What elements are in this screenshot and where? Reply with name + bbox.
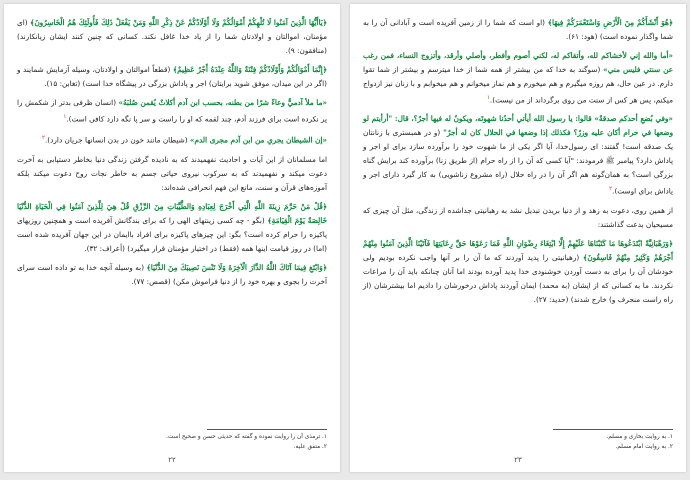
translation: (شیطان مانند خون در بدن انسانها جریان دارد). — [44, 135, 190, 145]
footnotes — [363, 432, 673, 452]
paragraph — [363, 49, 673, 107]
paragraph — [17, 153, 327, 195]
paragraph — [363, 16, 673, 44]
hadith-text: «أما والله إني لأخشاكم لله، وأتقاكم له، لكني أصوم وأفطر، وأصلي وأرقد، وأتزوج النساء، فمن رغب عن سنتي فليس مني» — [363, 51, 674, 74]
translation: (سوگند به خدا که من بیشتر از همه شما از خدا میترسم و بیشتر از شما تقوا دارم. در عین حال، هم روزه میگیرم و هم میخورم و هم نماز میخوانم و هم میخوابم و با زنان نیز ازدواج میکنم، پس هر کس از سنت من روی برگرداند از من نیست). — [363, 65, 673, 105]
translation: (انسان ظرفی بدتر از شکمش را پر نکرده است برای فرزند آدم، چند لقمه که او را راست و سر پا نگه دارد کافی است). — [17, 98, 327, 124]
paragraph — [17, 261, 327, 289]
quran-verse: ﴿وَابْتَغِ فِيمَا آتَاكَ اللَّهُ الدَّارَ الْآخِرَةَ وَلَا تَنْسَ نَصِيبَكَ مِنَ الدُّنْيَا﴾ — [146, 262, 327, 272]
left-page-text — [17, 16, 327, 294]
paragraph — [363, 204, 673, 232]
body-text: اما مسلمانان از این آیات و احادیث نفهمیدند که به نادیده گرفتن زندگی دنیا بخاطر دستیابی به آخرت دعوت میکند و نفهمیدند که به سرکوب نیروی حیاتی جسم به خاطر نجات روح دعوت میکند بلکه آموزه‌های قرآن و سنت، مانع این فهم انحرافی شده‌اند: — [17, 154, 327, 192]
hadith-text: «ما ملأ آدميٌّ وعاءً شرًا من بطنه، بحسب ابن آدم أكلاتٌ يُقمن صُلبَهُ» — [118, 98, 327, 107]
footnote-ref[interactable]: ۲ — [42, 135, 45, 142]
translation: (رهبانیتی را پدید آوردند که ما آن را بر آنها واجب نکرده بودیم ولی خودشان آن را برای به دست آوردن خوشنودی خدا پدید آورده بودند اما آنان چنانکه باید آن را مراعات نکردند. ما به کسانی که از ایشان (به محمد) ایمان آوردند پاداش درخورشان را دادیم اما بیشترشان (از راه راست منحرف و) خارج شدند) (حدید: ۲۷). — [363, 252, 673, 304]
footnote-divider — [553, 429, 673, 430]
paragraph — [17, 131, 327, 147]
translation: (ای مؤمنان، اموالتان و اولادتان شما را از یاد خدا غافل نکند. کسانی که چنین کنند ایشان زیانکارند) (منافقون: ۹). — [17, 18, 327, 55]
translation: (به وسیله آنچه خدا به تو داده است سرای آخرت را بجوی و بهره خود را از دنیا فراموش مکن) (قصص: ۷۷). — [17, 262, 327, 286]
quran-verse: ﴿قُلْ مَنْ حَرَّمَ زِينَةَ اللَّهِ الَّتِي أَخْرَجَ لِعِبَادِهِ وَالطَّيِّبَاتِ مِنَ الرِّزْقِ قُلْ هِيَ لِلَّذِينَ آمَنُوا فِي الْحَيَاةِ الدُّنْيَا خَالِصَةً يَوْمَ الْقِيَامَةِ﴾ — [17, 201, 328, 225]
footnote-ref[interactable]: ۱ — [486, 95, 490, 101]
hadith-text: «وفي بُضعِ أحدكم صدقةٌ» قالوا: يا رسول الله أيأتي أحدُنا شهوتَه، ويكونُ له فيها أجرٌ؟، قال: "أرأيتم لو وضعها في حرام أكان عليه وزرٌ؟ فكذلك إذا وضعها في الحلال كان له أجرٌ" — [363, 114, 673, 138]
footnote: ۲. متفق علیه. — [293, 444, 327, 450]
quran-verse: ﴿وَرَهْبَانِيَّةً ابْتَدَعُوهَا مَا كَتَبْنَاهَا عَلَيْهِمْ إِلَّا ابْتِغَاءَ رِضْوَانِ اللَّهِ فَمَا رَعَوْهَا حَقَّ رِعَايَتِهَا فَآتَيْنَا الَّذِينَ آمَنُوا مِنْهُمْ أَجْرَهُمْ وَكَثِيرٌ مِنْهُمْ فَاسِقُونَ﴾ — [363, 238, 673, 262]
footnote: ۲. به روایت امام مسلم. — [615, 444, 673, 450]
right-page-text — [363, 16, 673, 312]
footnote-ref[interactable]: ۲ — [609, 186, 613, 193]
page-number: ۲۳ — [514, 456, 522, 464]
right-page — [350, 4, 686, 472]
footnotes — [17, 432, 327, 452]
paragraph — [17, 16, 327, 58]
translation: (بگو - چه کسی زینتهای الهی را که برای بندگانش آفریده است و همچنین روزیهای پاکیزه را حرام کرده است؟ بگو: این چیزهای پاکیزه برای افراد باایمان در این جهان آفریده شده است (اما) در روز قیامت اینها همه (فقط) در اختیار مؤمنان قرار میگیرد) (أعراف: ۳۲). — [17, 215, 327, 253]
quran-verse: ﴿إِنَّمَا أَمْوَالُكُمْ وَأَوْلَادُكُمْ فِتْنَةٌ وَاللَّهُ عِنْدَهُ أَجْرٌ عَظِيمٌ﴾ — [172, 65, 327, 74]
paragraph — [363, 237, 673, 307]
paragraph — [363, 112, 673, 198]
left-page — [4, 4, 340, 472]
body-text: از همین روی، دعوت به زهد و از دنیا بریدن تبدیل نشد به رهبانیتی جداشده از زندگی، مثل آن چیزی که مسیحیان بدعت گذاشتند: — [363, 205, 673, 229]
paragraph — [17, 63, 327, 91]
hadith-text: «إن الشيطان يجري من ابن آدم مجرى الدم» — [189, 135, 327, 145]
paragraph — [17, 200, 327, 256]
footnote: ۱. ترمذی آن را روایت نموده و گفته که حدیثی حسن و صحیح است. — [166, 434, 327, 440]
page-number: ۲۲ — [168, 456, 176, 464]
paragraph — [17, 96, 327, 126]
footnote-divider — [207, 429, 327, 430]
footnote: ۱. به روایت بخاری و مسلم. — [606, 434, 673, 440]
quran-verse: ﴿هُوَ أَنْشَأَكُمْ مِنَ الْأَرْضِ وَاسْتَعْمَرَكُمْ فِيهَا﴾ — [547, 18, 673, 27]
footnote-ref[interactable]: ۱ — [63, 114, 67, 120]
quran-verse: ﴿يَاأَيُّهَا الَّذِينَ آمَنُوا لَا تُلْهِكُمْ أَمْوَالُكُمْ وَلَا أَوْلَادُكُمْ عَنْ ذِكْرِ اللَّهِ وَمَنْ يَفْعَلْ ذَلِكَ فَأُولَئِكَ هُمُ الْخَاسِرُونَ﴾ — [30, 18, 327, 27]
translation: (و در همبستری با زنانتان یک صدقه است! گفتند: ای رسول‌خدا، آیا اگر یکی از ما شهوت خود را برآورده سازد برای او اجر و پاداش دارد؟ پیامبر ﷺ فرمودند: "آیا کسی که آن را از راه حرام (از طریق زنا) برآورده کند برایش گناه بزرگی است؟ به همان‌گونه هم اگر آن را در راه حلال (راه مشروع زناشویی) به کار گیرد دارای اجر و پاداش برای اوست). — [363, 128, 673, 196]
translation: (او است که شما را از زمین آفریده است و آبادانی آن را به شما واگذار نموده است) (هود: ۶۱). — [363, 18, 673, 41]
translation: (قطعاً اموالتان و اولادتان، وسیله آزمایش شمایند و (اگر در این میدان، موفق شوید برایتان) اجر و پاداش بزرگی در پیشگاه خدا است) (تغابن: ۱۵). — [17, 65, 327, 88]
